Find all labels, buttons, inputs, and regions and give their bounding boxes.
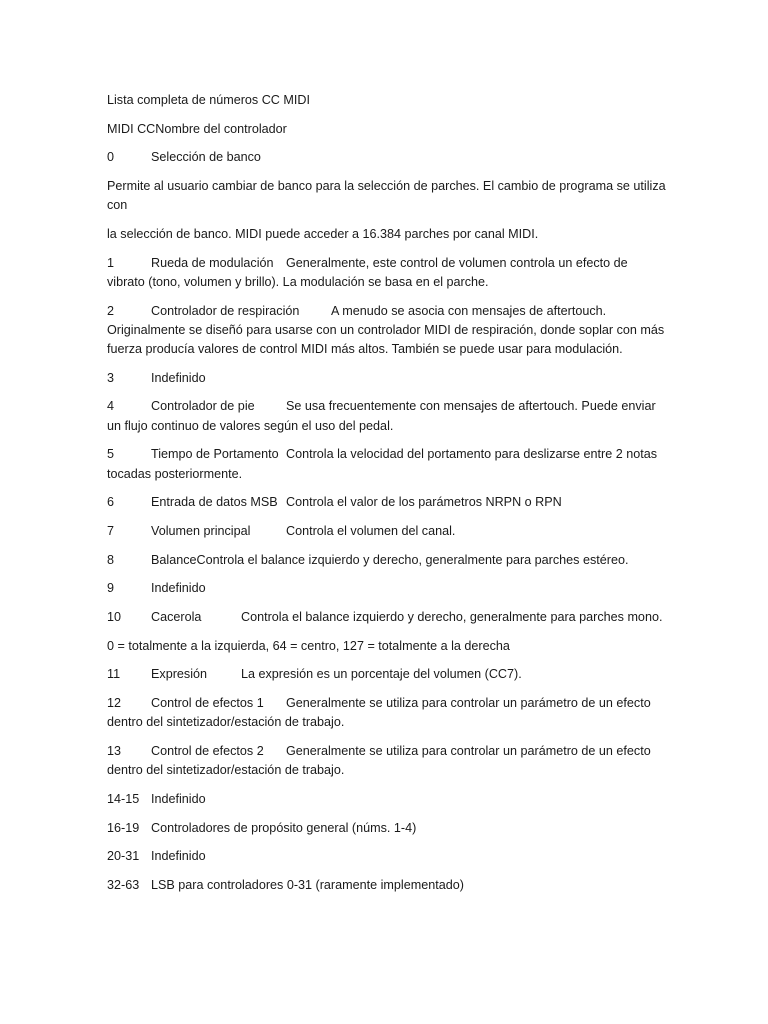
cc-number: 2 bbox=[107, 303, 115, 318]
cc-number: 9 bbox=[107, 581, 115, 596]
cc-number: 3 bbox=[107, 370, 115, 385]
cc-number: 1 bbox=[107, 255, 115, 270]
cc-number: 32-63 bbox=[107, 878, 140, 893]
cc-number: 5 bbox=[107, 447, 115, 462]
document-title: Lista completa de números CC MIDI bbox=[107, 93, 310, 107]
cc-description: Se usa frecuentemente con mensajes de aftertouch. Puede enviar un flujo continuo de valores según el uso del pedal. bbox=[107, 399, 660, 433]
cc-entry bbox=[107, 847, 667, 866]
cc-name: Indefinido bbox=[151, 849, 206, 864]
cc-name: Control de efectos 1 bbox=[151, 696, 264, 711]
cc-number: 12 bbox=[107, 696, 122, 711]
cc-name: Tiempo de Portamento bbox=[151, 447, 279, 462]
cc-name: Selección de banco bbox=[151, 150, 261, 165]
cc-number: 10 bbox=[107, 610, 122, 625]
cc-number: 7 bbox=[107, 523, 115, 538]
cc-entry bbox=[107, 742, 667, 780]
cc-entry bbox=[107, 493, 667, 512]
cc-entry bbox=[107, 579, 667, 598]
cc-entry bbox=[107, 876, 667, 895]
cc-description: Controla el balance izquierdo y derecho, generalmente para parches mono. bbox=[241, 610, 663, 625]
cc-number: 13 bbox=[107, 744, 122, 759]
cc-name: Indefinido bbox=[151, 791, 206, 806]
cc-number: 16-19 bbox=[107, 820, 140, 835]
cc-entry bbox=[107, 302, 667, 360]
cc-entry bbox=[107, 551, 667, 570]
cc-name: Control de efectos 2 bbox=[151, 744, 264, 759]
cc-name: Expresión bbox=[151, 667, 208, 682]
cc-number: 20-31 bbox=[107, 849, 140, 864]
cc-number: 0 bbox=[107, 150, 115, 165]
cc-name: LSB para controladores 0-31 (raramente implementado) bbox=[151, 878, 464, 893]
table-header: MIDI CCNombre del controlador bbox=[107, 121, 287, 136]
document-page bbox=[107, 91, 670, 905]
cc-number: 14-15 bbox=[107, 791, 140, 806]
cc-entry bbox=[107, 369, 667, 388]
cc-entry bbox=[107, 445, 667, 483]
cc-entry bbox=[107, 522, 667, 541]
cc-entry bbox=[107, 665, 667, 684]
paragraph-text: Permite al usuario cambiar de banco para la selección de parches. El cambio de programa se utiliza con bbox=[107, 179, 670, 213]
cc-description: Generalmente se utiliza para controlar un parámetro de un efecto dentro del sintetizador/estación de trabajo. bbox=[107, 696, 655, 730]
cc-entry bbox=[107, 148, 667, 167]
cc-number: 8 bbox=[107, 552, 115, 567]
cc-name: Cacerola bbox=[151, 610, 202, 625]
cc-name: Indefinido bbox=[151, 370, 206, 385]
cc-description: Controla la velocidad del portamento para deslizarse entre 2 notas tocadas posteriormente. bbox=[107, 447, 661, 481]
cc-entry bbox=[107, 397, 667, 435]
cc-name: Controlador de respiración bbox=[151, 303, 300, 318]
cc-number: 4 bbox=[107, 399, 115, 414]
cc-description: Controla el balance izquierdo y derecho, generalmente para parches estéreo. bbox=[196, 552, 629, 567]
cc-entry bbox=[107, 254, 667, 292]
cc-description: Controla el volumen del canal. bbox=[286, 523, 456, 538]
cc-name: Balance bbox=[151, 552, 197, 567]
cc-description: La expresión es un porcentaje del volumen (CC7). bbox=[241, 667, 522, 682]
cc-number: 6 bbox=[107, 495, 115, 510]
cc-entry bbox=[107, 608, 667, 627]
cc-name: Rueda de modulación bbox=[151, 255, 274, 270]
cc-name: Volumen principal bbox=[151, 523, 251, 538]
cc-name: Controladores de propósito general (núms. 1-4) bbox=[151, 820, 417, 835]
cc-description: Generalmente, este control de volumen controla un efecto de vibrato (tono, volumen y brillo). La modulación se basa en el parche. bbox=[107, 255, 632, 289]
cc-name: Indefinido bbox=[151, 581, 206, 596]
cc-number: 11 bbox=[107, 667, 121, 682]
cc-description: A menudo se asocia con mensajes de aftertouch. Originalmente se diseñó para usarse con un controlador MIDI de respiración, donde soplar con más fuerza producía valores de control MIDI más altos. También se puede usar para modulación. bbox=[107, 303, 668, 357]
cc-description: Controla el valor de los parámetros NRPN o RPN bbox=[286, 495, 562, 510]
cc-name: Entrada de datos MSB bbox=[151, 495, 278, 510]
cc-entry bbox=[107, 790, 667, 809]
paragraph-text: 0 = totalmente a la izquierda, 64 = centro, 127 = totalmente a la derecha bbox=[107, 638, 510, 653]
cc-description: Generalmente se utiliza para controlar un parámetro de un efecto dentro del sintetizador/estación de trabajo. bbox=[107, 744, 655, 778]
cc-name: Controlador de pie bbox=[151, 399, 255, 414]
cc-entry bbox=[107, 694, 667, 732]
cc-entry bbox=[107, 819, 667, 838]
paragraph-text: la selección de banco. MIDI puede acceder a 16.384 parches por canal MIDI. bbox=[107, 227, 539, 242]
